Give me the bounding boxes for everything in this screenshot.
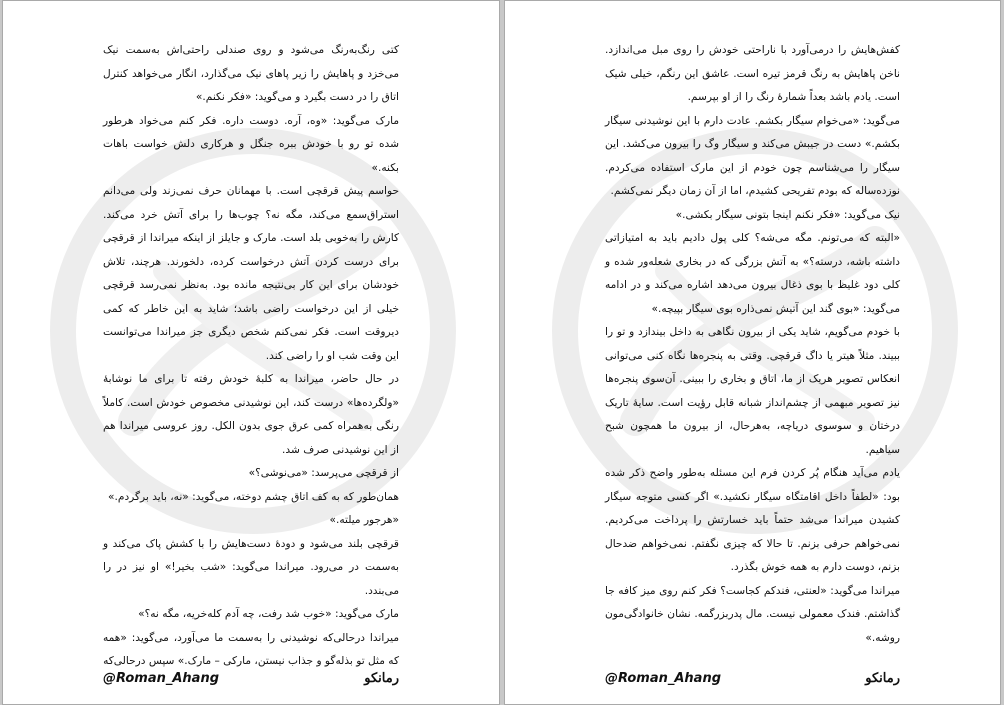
paragraph: حواسم پیش قرقچی است. با مهمانان حرف نمی‌زند ولی می‌دانم استراق‌سمع می‌کند، مگه نه؟ چوب‌ها را برای آتش خرد می‌کند. کارش را به‌خوبی بلد است. مارک و جایلز از اینکه میراندا از قرقچی برای درست کردن آتش درخواست کرده، دلخورند. هرچند، تلاش خودشان برای این کار بی‌نتیجه مانده بود. به‌نظر نمی‌رسد قرقچی خیلی از این درخواست راضی باشد؛ شاید به این خاطر که کمی دیروقت است. فکر نمی‌کنم شخص دیگری جز میراندا می‌توانست این وقت شب او را راضی کند.: [103, 185, 399, 362]
paragraph: مارک می‌گوید: «خوب شد رفت، چه آدم کله‌خریه، مگه نه؟»: [138, 608, 399, 620]
paragraph: با خودم می‌گویم، شاید یکی از بیرون نگاهی به داخل بیندازد و تو را ببیند. مثلاً هیتر یا داگ قرقچی. وقتی به پنجره‌ها نگاه کنی می‌توانی انعکاس تصویر هریک از ما، اتاق و بخاری را ببینی. آن‌سوی پنجره‌ها نیز تصویر مبهمی از چشم‌انداز شبانه قابل رؤیت است. سایهٔ تاریک درختان و سوسوی دریاچه، به‌هرحال، از بیرون ما همچون شبح سیاهیم.: [605, 326, 900, 456]
right-page-footer: [605, 666, 900, 690]
footer-brand: رمانکو: [364, 670, 399, 686]
right-page-text: [605, 39, 900, 650]
paragraph: در حال حاضر، میراندا به کلبهٔ خودش رفته تا برای ما نوشابهٔ «ولگرده‌ها» درست کند، این نوشیدنی مخصوص خودش است. کاملاً رنگی به‌همراه کمی عرق جوی بدون الکل. روز عروسی میراندا هم از این نوشیدنی صرف شد.: [103, 373, 399, 456]
left-page-text: [103, 39, 399, 674]
paragraph: میراندا می‌گوید: «لعنتی، فندکم کجاست؟ فکر کنم روی میز کافه جا گذاشتم. فندک معمولی نیست. مال پدربزرگمه. نشان خانوادگی‌مون روشه.»: [605, 584, 900, 644]
left-page: [2, 0, 500, 705]
paragraph: «هرجور میلته.»: [329, 514, 399, 526]
paragraph: نیک می‌گوید: «فکر نکنم اینجا بتونی سیگار بکشی.»: [675, 208, 900, 221]
footer-brand: رمانکو: [865, 670, 900, 686]
footer-handle: @Roman_Ahang: [103, 670, 220, 686]
paragraph: قرقچی بلند می‌شود و دودهٔ دست‌هایش را با کشش پاک می‌کند و به‌سمت در می‌رود. میراندا می‌گوید: «شب بخیر!» او نیز در را می‌بندد.: [103, 537, 399, 597]
paragraph: می‌گوید: «می‌خوام سیگار بکشم. عادت دارم با این نوشیدنی سیگار بکشم.» دست در جیبش می‌کند و سیگار وگ را بیرون می‌کشد. این سیگار را می‌شناسم چون خودم از این مارک استفاده می‌کردم. نوزده‌ساله که بودم تفریحی کشیدم، اما از آن زمان دیگر نمی‌کشم.: [605, 114, 900, 197]
paragraph: مارک می‌گوید: «وه، آره. دوست داره. فکر کنم می‌خواد هرطور شده تو رو با خودش ببره جنگل و هرکاری دلش خواست باهات بکنه.»: [103, 114, 399, 174]
paragraph: یادم می‌آید هنگام پُر کردن فرم این مسئله به‌طور واضح ذکر شده بود: «لطفاً داخل اقامتگاه سیگار نکشید.» اگر کسی متوجه سیگار کشیدن میراندا می‌شد حتماً باید خسارتش را پرداخت می‌کردیم. نمی‌خواهم حرفی بزنم. تا حالا که چیزی نگفتم. نمی‌خواهم ضدحال بزنم، دوست دارم به همه خوش بگذرد.: [605, 467, 900, 573]
paragraph: از قرقچی می‌پرسد: «می‌نوشی؟»: [248, 467, 399, 479]
paragraph: همان‌طور که به کف اتاق چشم دوخته، می‌گوید: «نه، باید برگردم.»: [108, 490, 399, 503]
paragraph: کفش‌هایش را درمی‌آورد با ناراحتی خودش را روی مبل می‌اندازد. ناخن پاهایش به رنگ قرمز تیره است. عاشق این رنگم، خیلی شیک است. یادم باشد بعداً شمارهٔ رنگ را از او بپرسم.: [605, 44, 900, 103]
left-page-footer: [103, 666, 399, 690]
paragraph: «البته که می‌تونم. مگه می‌شه؟ کلی پول دادیم باید به امتیازاتی داشته باشه، درسته؟» به آتش بزرگی که در بخاری شعله‌ور شده و کلی دود غلیظ با بوی ذغال بیرون می‌دهد اشاره می‌کند و در ادامه می‌گوید: «بوی گند این آتیش نمی‌ذاره بوی سیگار بپیچه.»: [605, 232, 900, 315]
footer-handle: @Roman_Ahang: [605, 670, 722, 686]
paragraph: کتی رنگ‌به‌رنگ می‌شود و روی صندلی راحتی‌اش به‌سمت نیک می‌خزد و پاهایش را زیر پاهای نیک می‌گذارد، انگار می‌خواهد کنترل اتاق را در دست بگیرد و می‌گوید: «فکر نکنم.»: [103, 44, 399, 103]
paragraph: میراندا درحالی‌که نوشیدنی را به‌سمت ما می‌آورد، می‌گوید: «همه که مثل تو بذله‌گو و جذاب نیستن، مارکی – مارک.» سپس درحالی‌که: [103, 631, 399, 667]
right-page: [504, 0, 1001, 705]
